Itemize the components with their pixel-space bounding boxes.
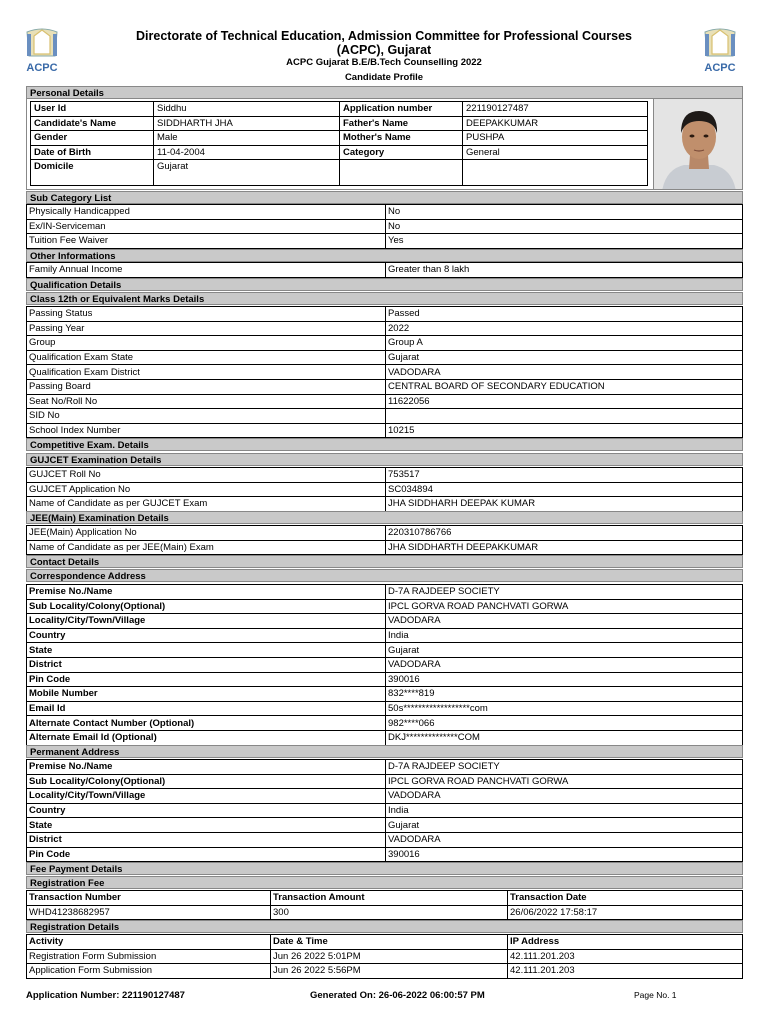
table-row: Qualification Exam State Gujarat [27, 350, 743, 365]
table-row: School Index Number 10215 [27, 423, 743, 438]
subsection-correspondence-address: Correspondence Address [26, 569, 743, 582]
table-row: Gender Male Mother's Name PUSHPA [31, 131, 648, 146]
table-row: WHD41238682957 300 26/06/2022 17:58:17 [27, 905, 743, 920]
table-row: Name of Candidate as per GUJCET Exam JHA SIDDHARH DEEPAK KUMAR [27, 497, 743, 512]
section-contact-details: Contact Details [26, 555, 743, 568]
section-competitive-exam: Competitive Exam. Details [26, 438, 743, 451]
table-row: Sub Locality/Colony(Optional) IPCL GORVA ROAD PANCHVATI GORWA [27, 774, 743, 789]
table-row: District VADODARA [27, 832, 743, 847]
section-other-informations: Other Informations [26, 249, 743, 262]
footer-generated-on: Generated On: 26-06-2022 06:00:57 PM [310, 990, 485, 1001]
table-header-row: Activity Date & Time IP Address [27, 935, 743, 950]
fee-table [26, 890, 743, 920]
subsection-jee-main: JEE(Main) Examination Details [26, 511, 743, 524]
table-row: Pin Code 390016 [27, 847, 743, 862]
table-row: Registration Form Submission Jun 26 2022 5:01PM 42.111.201.203 [27, 949, 743, 964]
table-row: Physically Handicapped No [27, 205, 743, 220]
table-row: Passing Board CENTRAL BOARD OF SECONDARY EDUCATION [27, 379, 743, 394]
svg-text:ACPC: ACPC [704, 62, 736, 74]
jee-table [26, 525, 743, 555]
table-row: District VADODARA [27, 657, 743, 672]
table-row: Alternate Contact Number (Optional) 982****066 [27, 716, 743, 731]
page-heading: Candidate Profile [344, 72, 424, 83]
other-info-table [26, 262, 743, 278]
correspondence-address-table [26, 584, 743, 746]
table-row: Family Annual Income Greater than 8 lakh [27, 263, 743, 278]
table-row: State Gujarat [27, 643, 743, 658]
subsection-class12: Class 12th or Equivalent Marks Details [26, 292, 743, 305]
table-row: Date of Birth 11-04-2004 Category General [31, 145, 648, 160]
section-sub-category: Sub Category List [26, 191, 743, 204]
table-row: Locality/City/Town/Village VADODARA [27, 789, 743, 804]
footer-page-number: Page No. 1 [634, 990, 677, 1000]
table-row: Locality/City/Town/Village VADODARA [27, 614, 743, 629]
permanent-address-table [26, 759, 743, 862]
footer-application-number: Application Number: 221190127487 [26, 990, 185, 1001]
subsection-gujcet: GUJCET Examination Details [26, 453, 743, 466]
table-row: Tuition Fee Waiver Yes [27, 234, 743, 249]
table-row: Sub Locality/Colony(Optional) IPCL GORVA ROAD PANCHVATI GORWA [27, 599, 743, 614]
acpc-logo-left [19, 26, 65, 76]
table-row: Candidate's Name SIDDHARTH JHA Father's Name DEEPAKKUMAR [31, 116, 648, 131]
table-row: User Id Siddhu Application number 221190127487 [31, 102, 648, 117]
page-subtitle: ACPC Gujarat B.E/B.Tech Counselling 2022 [286, 57, 482, 68]
table-row: JEE(Main) Application No 220310786766 [27, 526, 743, 541]
table-row: Country India [27, 803, 743, 818]
subsection-permanent-address: Permanent Address [26, 745, 743, 758]
table-row: Domicile Gujarat [31, 160, 648, 186]
section-registration-details: Registration Details [26, 920, 743, 933]
table-row: Premise No./Name D-7A RAJDEEP SOCIETY [27, 760, 743, 775]
gujcet-table [26, 467, 743, 512]
table-row: Alternate Email Id (Optional) DKJ**************COM [27, 730, 743, 745]
table-row: Pin Code 390016 [27, 672, 743, 687]
table-row: State Gujarat [27, 818, 743, 833]
table-row: Email Id 50s******************com [27, 701, 743, 716]
subsection-registration-fee: Registration Fee [26, 876, 743, 889]
sub-category-table [26, 204, 743, 249]
table-row: GUJCET Application No SC034894 [27, 482, 743, 497]
table-row: Country India [27, 628, 743, 643]
table-row: Group Group A [27, 336, 743, 351]
table-row: Ex/IN-Serviceman No [27, 219, 743, 234]
section-personal-details: Personal Details [26, 86, 743, 99]
table-row: Mobile Number 832****819 [27, 687, 743, 702]
table-row: GUJCET Roll No 753517 [27, 468, 743, 483]
svg-text:ACPC: ACPC [26, 62, 58, 74]
section-fee-payment: Fee Payment Details [26, 862, 743, 875]
personal-details-table [30, 101, 648, 186]
section-qualification: Qualification Details [26, 278, 743, 291]
table-row: Qualification Exam District VADODARA [27, 365, 743, 380]
table-row: Application Form Submission Jun 26 2022 5:56PM 42.111.201.203 [27, 964, 743, 979]
table-row: Passing Year 2022 [27, 321, 743, 336]
table-header-row: Transaction Number Transaction Amount Transaction Date [27, 891, 743, 906]
acpc-logo-right [697, 26, 743, 76]
table-row: SID No [27, 409, 743, 424]
table-row: Premise No./Name D-7A RAJDEEP SOCIETY [27, 585, 743, 600]
candidate-photo [653, 98, 743, 190]
table-row: Passing Status Passed [27, 307, 743, 322]
table-row: Seat No/Roll No 11622056 [27, 394, 743, 409]
table-row: Name of Candidate as per JEE(Main) Exam JHA SIDDHARTH DEEPAKKUMAR [27, 540, 743, 555]
page-title: Directorate of Technical Education, Admission Committee for Professional Courses (ACPC), Gujarat [136, 29, 632, 57]
qualification-table [26, 306, 743, 438]
page-header [0, 24, 768, 86]
registration-table [26, 934, 743, 979]
